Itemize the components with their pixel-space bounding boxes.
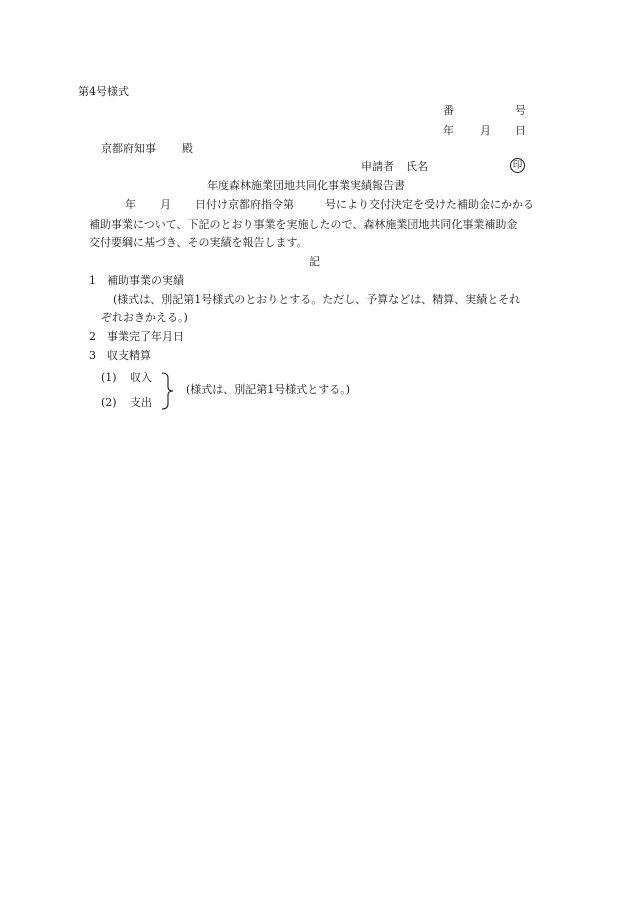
body-line-3: 交付要綱に基づき、その実績を報告します。 — [89, 236, 308, 249]
section-1-note-line-2: ぞれおきかえる。) — [101, 311, 188, 324]
date-month: 月 — [480, 124, 491, 137]
seal-mark: 印 — [510, 158, 525, 173]
body-month: 月 — [160, 198, 171, 211]
section-3-item-1-label: 収入 — [130, 371, 152, 384]
applicant-name-label: 氏名 — [406, 160, 428, 173]
section-3-item-2-number: (2) — [101, 396, 117, 409]
body-line-2: 補助事業について、下記のとおり事業を実施したので、森林施業団地共同化事業補助金 — [89, 218, 518, 231]
doc-number-ban: 番 — [443, 104, 454, 117]
body-year: 年 — [125, 198, 136, 211]
section-3-item-1-number: (1) — [101, 371, 117, 384]
section-3-note: (様式は、別記第1号様式とする。) — [186, 383, 351, 396]
section-3-title: 収支精算 — [107, 349, 151, 362]
form-number: 第4号様式 — [78, 85, 129, 98]
ki-heading: 記 — [309, 255, 320, 268]
section-3-item-2-label: 支出 — [130, 396, 152, 409]
applicant-label: 申請者 — [361, 160, 394, 173]
right-brace — [160, 372, 176, 410]
date-year: 年 — [443, 124, 454, 137]
body-text-b: 号により交付決定を受けた補助金にかかる — [325, 198, 534, 211]
doc-number-go: 号 — [515, 104, 526, 117]
section-2-number: 2 — [89, 330, 96, 343]
section-1-title: 補助事業の実績 — [107, 274, 184, 287]
body-text-a: 日付け京都府指令第 — [195, 198, 294, 211]
section-2-title: 事業完了年月日 — [107, 330, 184, 343]
date-day: 日 — [515, 124, 526, 137]
section-1-number: 1 — [89, 274, 96, 287]
section-1-note-line-1: (様式は、別記第1号様式のとおりとする。ただし、予算などは、精算、実績とそれ — [113, 293, 521, 306]
addressee-name: 京都府知事 — [101, 142, 156, 155]
document-title: 年度森林施業団地共同化事業実績報告書 — [207, 179, 405, 192]
addressee-honorific: 殿 — [182, 142, 193, 155]
section-3-number: 3 — [89, 349, 96, 362]
